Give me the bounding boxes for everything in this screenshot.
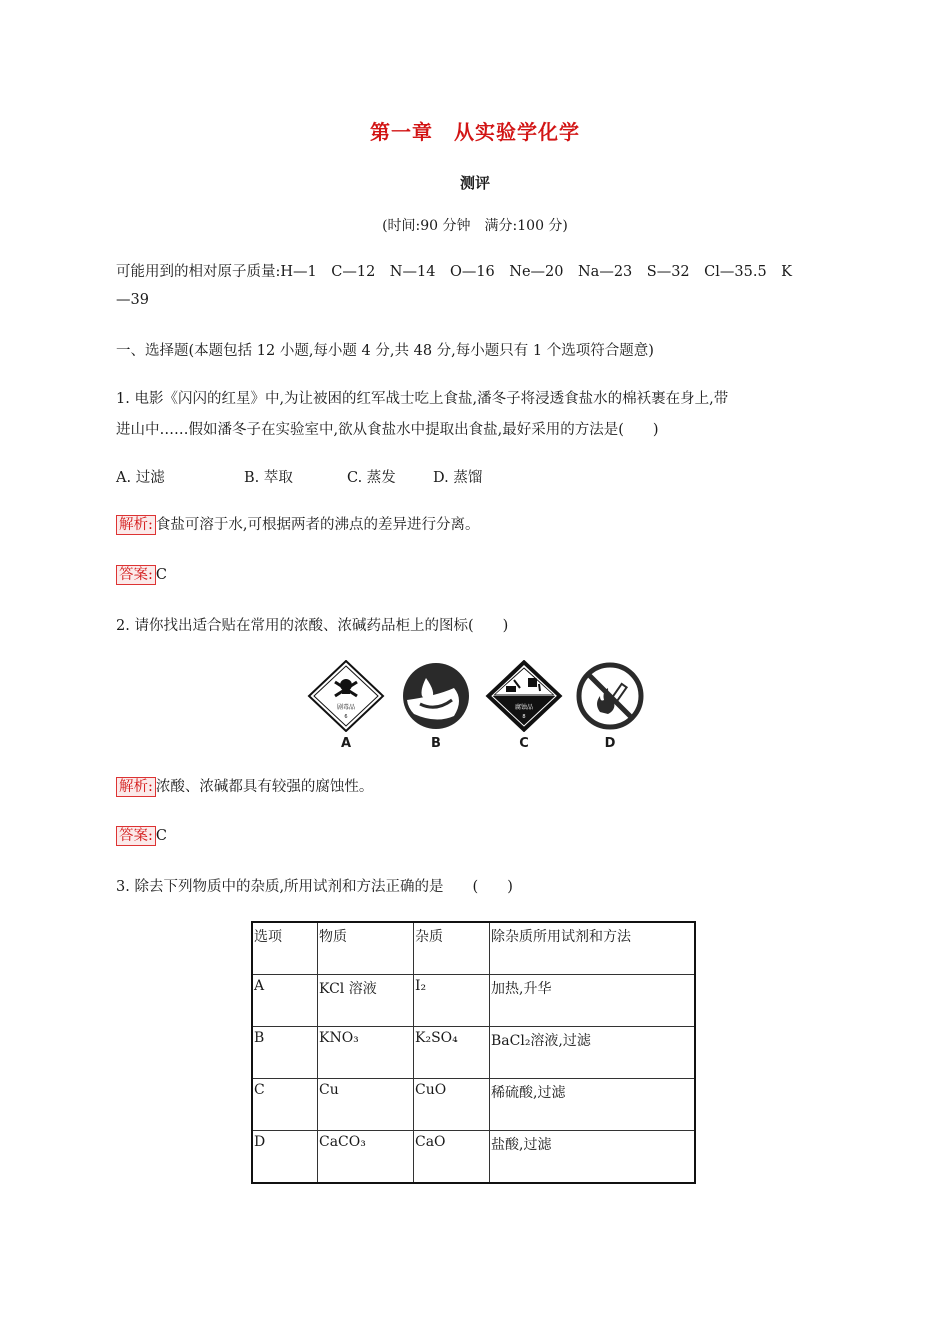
- toxic-caption: 剧毒品: [336, 704, 356, 711]
- question-2-analysis: [116, 775, 373, 797]
- table-cell: CuO: [414, 1079, 490, 1131]
- analysis-tag: 解析:: [116, 777, 156, 797]
- table-row: [252, 1027, 695, 1079]
- impurity-table: [251, 921, 696, 1184]
- table-cell: CaCO₃: [318, 1131, 414, 1184]
- table-cell: A: [252, 975, 318, 1027]
- question-1-line1: 1. 电影《闪闪的红星》中,为让被困的红军战士吃上食盐,潘冬子将浸透食盐水的棉袄裹在身上,带: [116, 391, 729, 407]
- icon-option-c[interactable]: [484, 660, 564, 756]
- table-cell: B: [252, 1027, 318, 1079]
- icon-option-d[interactable]: [570, 660, 650, 756]
- table-cell: K₂SO₄: [414, 1027, 490, 1079]
- corrosive-diamond-icon: [484, 660, 564, 732]
- icon-option-b[interactable]: [396, 660, 476, 756]
- analysis-text: 浓酸、浓碱都具有较强的腐蚀性。: [155, 779, 374, 795]
- icon-label-a: A: [340, 736, 352, 751]
- atomic-masses-line1: 可能用到的相对原子质量:H—1 C—12 N—14 O—16 Ne—20 Na—23 S—32 Cl—35.5 K: [116, 264, 793, 280]
- svg-text:6: 6: [344, 714, 348, 720]
- table-row: [252, 1131, 695, 1184]
- table-cell: 盐酸,过滤: [490, 1131, 696, 1184]
- question-1-options: [116, 466, 482, 487]
- table-cell: CaO: [414, 1131, 490, 1184]
- icon-label-d: D: [604, 736, 616, 751]
- toxic-diamond-icon: [306, 660, 386, 732]
- icon-label-b: B: [431, 736, 441, 751]
- question-3-stem: 3. 除去下列物质中的杂质,所用试剂和方法正确的是 ( ): [116, 879, 513, 895]
- answer-tag: 答案:: [116, 826, 156, 846]
- table-cell: BaCl₂溶液,过滤: [490, 1027, 696, 1079]
- corrosive-caption: 腐蚀品: [514, 704, 534, 711]
- question-1-answer: [116, 565, 167, 585]
- table-cell: 加热,升华: [490, 975, 696, 1027]
- analysis-text: 食盐可溶于水,可根据两者的沸点的差异进行分离。: [155, 517, 480, 533]
- table-header-cell: 物质: [318, 922, 414, 975]
- table-row: [252, 1079, 695, 1131]
- table-cell: 稀硫酸,过滤: [490, 1079, 696, 1131]
- question-2-answer: [116, 826, 167, 846]
- no-fire-icon: [570, 660, 650, 732]
- page-title: 第一章 从实验学化学: [370, 120, 580, 144]
- table-header-cell: 除杂质所用试剂和方法: [490, 922, 696, 975]
- table-cell: Cu: [318, 1079, 414, 1131]
- icon-option-a[interactable]: [306, 660, 386, 756]
- time-info: (时间:90 分钟 满分:100 分): [382, 218, 568, 234]
- question-1-analysis: [116, 513, 480, 535]
- section-heading: 一、选择题(本题包括 12 小题,每小题 4 分,共 48 分,每小题只有 1 个选项符合题意): [116, 343, 654, 359]
- answer-text: C: [155, 828, 167, 844]
- water-drop-circle-icon: [396, 660, 476, 732]
- table-cell: C: [252, 1079, 318, 1131]
- analysis-tag: 解析:: [116, 515, 156, 535]
- icon-label-c: C: [519, 736, 529, 751]
- option-d[interactable]: D. 蒸馏: [433, 470, 483, 486]
- table-cell: D: [252, 1131, 318, 1184]
- table-header-cell: 杂质: [414, 922, 490, 975]
- svg-text:8: 8: [522, 714, 526, 720]
- option-a[interactable]: A. 过滤: [116, 470, 165, 486]
- question-2-stem: 2. 请你找出适合贴在常用的浓酸、浓碱药品柜上的图标( ): [116, 618, 509, 634]
- table-header-cell: 选项: [252, 922, 318, 975]
- option-b[interactable]: B. 萃取: [244, 470, 293, 486]
- table-cell: I₂: [414, 975, 490, 1027]
- table-cell: KCl 溶液: [318, 975, 414, 1027]
- hazard-icons: [306, 660, 646, 756]
- answer-tag: 答案:: [116, 565, 156, 585]
- table-cell: KNO₃: [318, 1027, 414, 1079]
- answer-text: C: [155, 567, 167, 583]
- option-c[interactable]: C. 蒸发: [347, 470, 396, 486]
- atomic-masses-line2: —39: [116, 292, 149, 308]
- table-header-row: [252, 922, 695, 975]
- table-row: [252, 975, 695, 1027]
- question-1-line2: 进山中……假如潘冬子在实验室中,欲从食盐水中提取出食盐,最好采用的方法是( ): [116, 422, 659, 438]
- page-subtitle: 测评: [459, 174, 490, 192]
